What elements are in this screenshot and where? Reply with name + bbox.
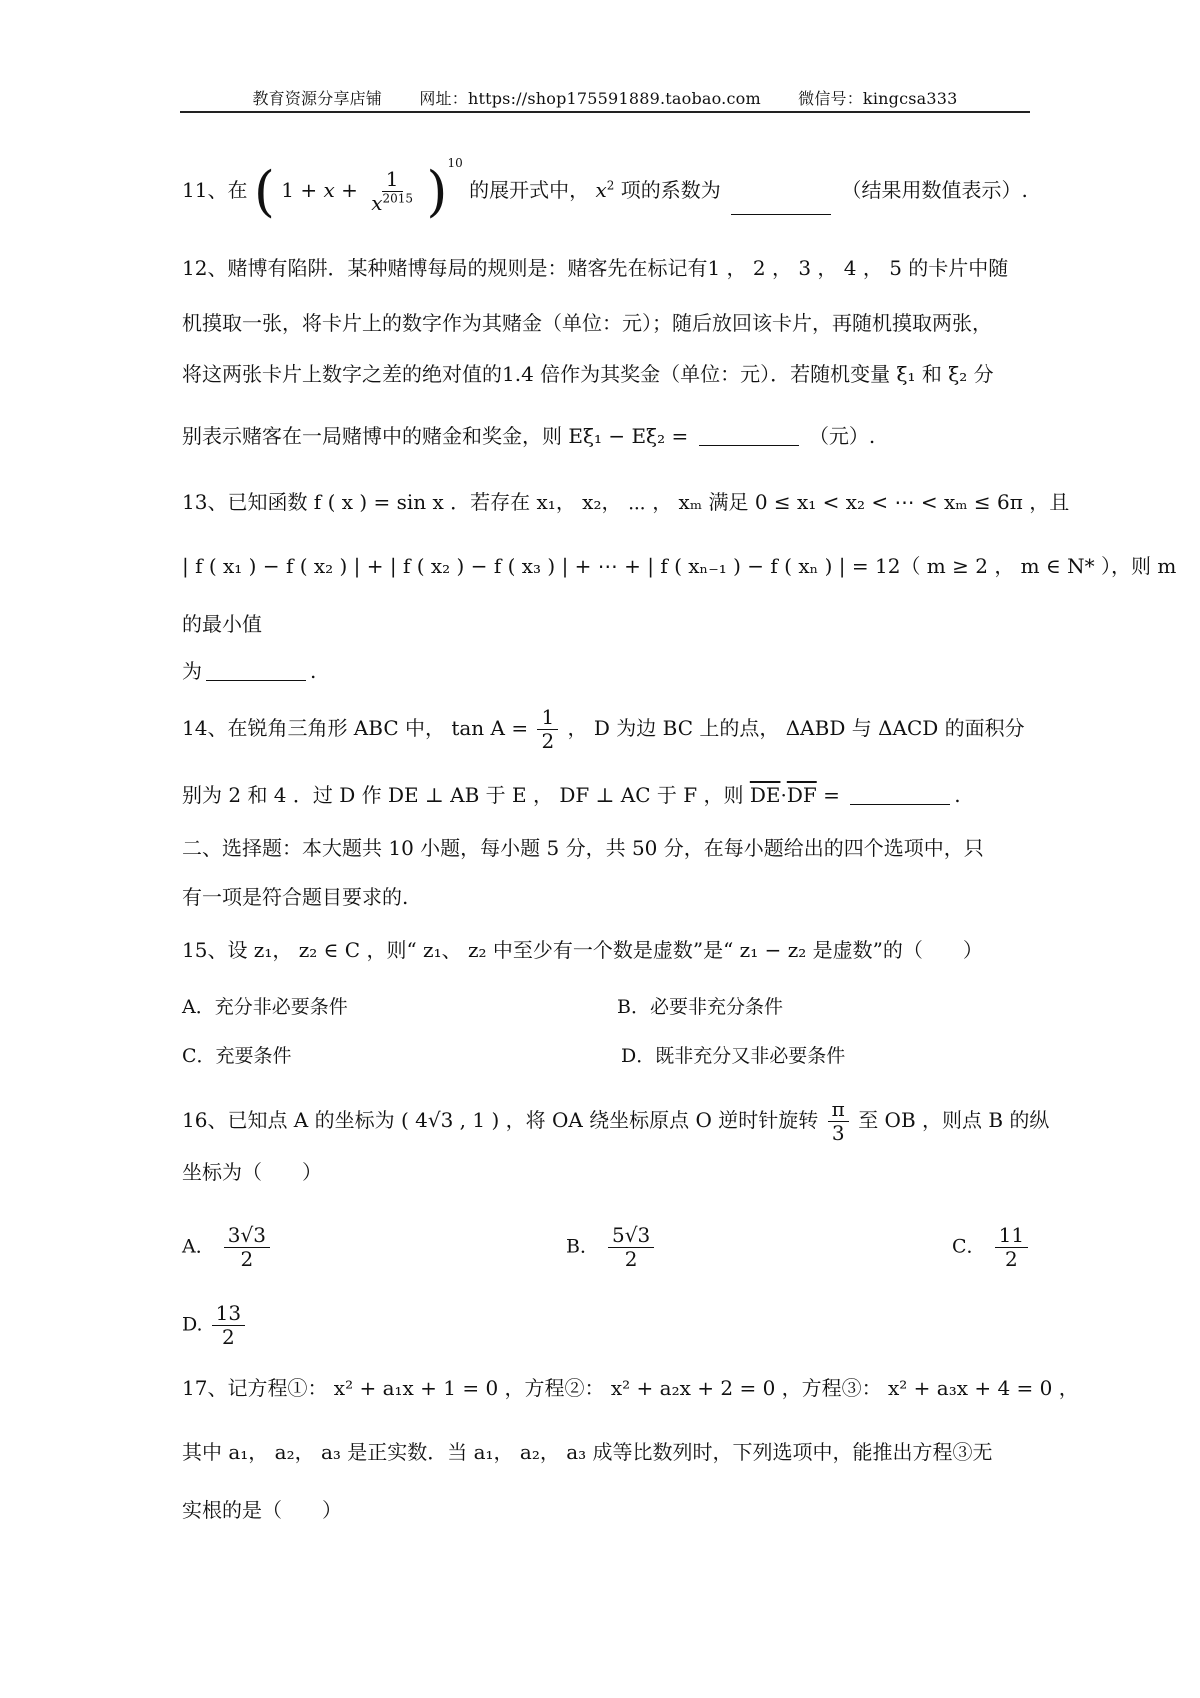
q16-option-b [566, 1224, 657, 1271]
q16-option-c-label: C． [952, 1235, 986, 1258]
q16-line-1-tail: 至 OB ，则点 B 的纵 [858, 1108, 1050, 1132]
q16-option-d-value [212, 1302, 245, 1349]
q16-c-den: 2 [1004, 1247, 1018, 1271]
q11-frac-num: 1 [382, 168, 403, 192]
q16-option-c [952, 1224, 1031, 1271]
q12-line-1: 12、赌博有陷阱．某种赌博每局的规则是：赌客先在标记有1 ， 2 ， 3 ， 4 ， 5 的卡片中随 [182, 256, 1009, 280]
q16-option-b-label: B． [566, 1235, 599, 1258]
q14-fraction [537, 706, 558, 753]
q16-b-num: 5√3 [608, 1224, 654, 1248]
section-2-line-2: 有一项是符合题目要求的. [182, 885, 409, 909]
q16-a-num: 3√3 [224, 1224, 270, 1248]
q14-line-1-tail: ， D 为边 BC 上的点， ΔABD 与 ΔACD 的面积分 [567, 716, 1025, 740]
q13-line-4 [182, 661, 316, 681]
q12-answer-blank [699, 427, 799, 446]
q13-answer-blank [206, 662, 306, 681]
q16-line-1 [182, 1098, 1049, 1145]
q16-option-a-label: A． [182, 1235, 215, 1258]
q11-left-paren: ( [253, 159, 275, 223]
q12-line-2: 机摸取一张，将卡片上的数字作为其赌金（单位：元）；随后放回该卡片，再随机摸取两张， [182, 311, 992, 335]
q16-line-2: 坐标为（ ） [182, 1160, 322, 1184]
q16-c-num: 11 [995, 1224, 1028, 1248]
page-header [180, 86, 1030, 109]
q13-line-4-tail: . [310, 659, 317, 683]
q11-term-power: 2 [606, 178, 615, 193]
section-2-line-1: 二、选择题：本大题共 10 小题，每小题 5 分，共 50 分，在每小题给出的四个选项中，只 [182, 836, 984, 860]
q15-stem: 15、设 z₁， z₂ ∈ C ，则“ z₁、 z₂ 中至少有一个数是虚数”是“ z₁ − z₂ 是虚数”的（ ） [182, 938, 983, 962]
dot-operator: · [780, 783, 787, 807]
q17-line-3: 实根的是（ ） [182, 1498, 342, 1522]
header-rule [180, 111, 1030, 113]
q15-option-d: D．既非充分又非必要条件 [621, 1045, 846, 1067]
q16-option-a [182, 1224, 273, 1271]
q16-rotation-fraction [828, 1098, 849, 1145]
q11-tail-a: 的展开式中， [469, 178, 590, 202]
q11-right-paren: ) [426, 159, 448, 223]
q11-base: 1 + x + [281, 178, 358, 202]
q16-option-d [182, 1302, 248, 1349]
shop-url: 网址：https://shop175591889.taobao.com [419, 89, 761, 108]
q15-option-c: C．充要条件 [182, 1045, 292, 1067]
q12-line-3: 将这两张卡片上数字之差的绝对值的1.4 倍作为其奖金（单位：元）．若随机变量 ξ₁ 和 ξ₂ 分 [182, 362, 994, 386]
q11-tail-c: （结果用数值表示）. [841, 178, 1028, 202]
q11-frac-den: $x^{2015}$ [371, 191, 414, 215]
q14-answer-blank [850, 786, 950, 805]
q14-frac-num: 1 [537, 706, 558, 730]
q14-line-2 [182, 785, 961, 805]
q15-option-a: A．充分非必要条件 [182, 996, 348, 1018]
q16-option-c-value [995, 1224, 1028, 1271]
shop-name: 教育资源分享店铺 [252, 89, 383, 108]
q12-line-4-tail: （元）. [808, 424, 876, 448]
vector-de: $\overline{DE}$ [749, 783, 781, 807]
q14-tail: . [954, 783, 961, 807]
q16-a-den: 2 [240, 1247, 254, 1271]
q16-rot-num: π [828, 1098, 849, 1122]
q11-tail-b: 项的系数为 [620, 178, 721, 202]
q13-line-2: | f ( x₁ ) − f ( x₂ ) | + | f ( x₂ ) − f ( x₃ ) | + ⋯ + | f ( xₙ₋₁ ) − f ( xₙ ) | = 12（ m ≥ 2 ， m ∈ N* ），则 m [182, 554, 1177, 578]
q14-line-1-text: 14、在锐角三角形 ABC 中， tan A = [182, 716, 529, 740]
q11-fraction [367, 168, 417, 215]
q12-line-4-text: 别表示赌客在一局赌博中的赌金和奖金，则 Eξ₁ − Eξ₂ = [182, 424, 689, 448]
q17-line-1: 17、记方程①： x² + a₁x + 1 = 0 ，方程②： x² + a₂x + 2 = 0 ，方程③： x² + a₃x + 4 = 0 ， [182, 1376, 1079, 1400]
q11-outer-power: 10 [447, 156, 463, 171]
wechat-id: 微信号：kingcsa333 [798, 89, 958, 108]
q14-line-1 [182, 706, 1025, 753]
vector-df: $\overline{DF}$ [786, 783, 817, 807]
q14-equals: = [823, 783, 840, 807]
q16-line-1-text: 16、已知点 A 的坐标为 ( 4√3 , 1 ) ，将 OA 绕坐标原点 O 逆时针旋转 [182, 1108, 819, 1132]
q16-rot-den: 3 [831, 1121, 845, 1145]
q11-answer-blank [731, 196, 831, 215]
q13-line-4-text: 为 [182, 659, 202, 683]
q16-b-den: 2 [624, 1247, 638, 1271]
q13-line-3: 的最小值 [182, 612, 262, 636]
q17-line-2: 其中 a₁， a₂， a₃ 是正实数．当 a₁， a₂， a₃ 成等比数列时，下列选项中，能推出方程③无 [182, 1440, 993, 1464]
q12-line-4 [182, 426, 875, 446]
q11-prefix: 11、在 [182, 178, 248, 202]
q11-term: x [595, 178, 607, 202]
q14-frac-den: 2 [541, 729, 555, 753]
q16-option-a-value [224, 1224, 270, 1271]
q14-line-2-text: 别为 2 和 4 ．过 D 作 DE ⊥ AB 于 E ， DF ⊥ AC 于 F ，则 [182, 783, 744, 807]
question-11 [182, 156, 1028, 223]
q13-line-1: 13、已知函数 f ( x ) = sin x ．若存在 x₁， x₂， ⋯ ， xₘ 满足 0 ≤ x₁ < x₂ < ⋯ < xₘ ≤ 6π ，且 [182, 490, 1070, 514]
q16-d-num: 13 [212, 1302, 245, 1326]
q16-d-den: 2 [222, 1325, 235, 1349]
q16-option-d-label: D. [182, 1313, 203, 1336]
q16-option-b-value [608, 1224, 654, 1271]
q15-option-b: B．必要非充分条件 [617, 996, 783, 1018]
